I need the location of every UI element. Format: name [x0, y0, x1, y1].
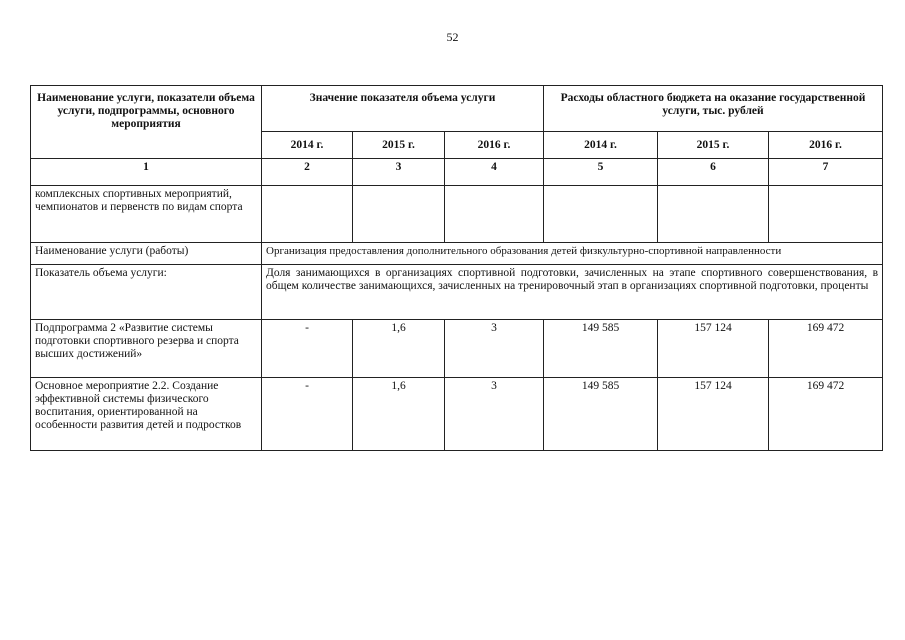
- value-cell: 149 585: [544, 378, 658, 451]
- table-row-subprogram: [31, 320, 883, 378]
- row-label: Основное мероприятие 2.2. Создание эффективной системы физического воспитания, ориентированной на особенности развития детей и подростков: [31, 378, 262, 451]
- column-number: 2: [262, 159, 353, 186]
- column-number: 3: [353, 159, 445, 186]
- column-number: 7: [769, 159, 883, 186]
- value-cell: 169 472: [769, 320, 883, 378]
- year-header: 2014 г.: [262, 132, 353, 159]
- empty-cell: [658, 186, 769, 243]
- row-label: Подпрограмма 2 «Развитие системы подготовки спортивного резерва и спорта высших достижений»: [31, 320, 262, 378]
- value-cell: 157 124: [658, 378, 769, 451]
- table-row-indicator: [31, 265, 883, 320]
- value-cell: -: [262, 378, 353, 451]
- table-row-complex-events: [31, 186, 883, 243]
- value-cell: 3: [445, 320, 544, 378]
- value-cell: -: [262, 320, 353, 378]
- empty-cell: [445, 186, 544, 243]
- budget-table: [30, 85, 883, 451]
- year-header: 2014 г.: [544, 132, 658, 159]
- row-label: Наименование услуги (работы): [31, 243, 262, 265]
- year-header: 2016 г.: [445, 132, 544, 159]
- header-row-groups: [31, 86, 883, 132]
- header-volume-group: Значение показателя объема услуги: [262, 86, 544, 132]
- table-row-service-name: [31, 243, 883, 265]
- empty-cell: [544, 186, 658, 243]
- value-cell: 1,6: [353, 378, 445, 451]
- value-cell: 149 585: [544, 320, 658, 378]
- empty-cell: [769, 186, 883, 243]
- page-number: 52: [446, 30, 459, 44]
- header-expenses-group: Расходы областного бюджета на оказание государственной услуги, тыс. рублей: [544, 86, 883, 132]
- row-label: Показатель объема услуги:: [31, 265, 262, 320]
- column-number: 1: [31, 159, 262, 186]
- service-name-value: Организация предоставления дополнительного образования детей физкультурно-спортивной направленности: [262, 243, 883, 265]
- year-header: 2015 г.: [353, 132, 445, 159]
- value-cell: 1,6: [353, 320, 445, 378]
- empty-cell: [262, 186, 353, 243]
- column-number: 5: [544, 159, 658, 186]
- empty-cell: [353, 186, 445, 243]
- header-col1: Наименование услуги, показатели объема услуги, подпрограммы, основного мероприятия: [31, 86, 262, 159]
- indicator-value: Доля занимающихся в организациях спортивной подготовки, зачисленных на этапе спортивного совершенствования, в общем количестве занимающихся, зачисленных на тренировочный этап в организациях спортивной подготовки, проценты: [262, 265, 883, 320]
- value-cell: 3: [445, 378, 544, 451]
- year-header: 2016 г.: [769, 132, 883, 159]
- column-number-row: [31, 159, 883, 186]
- value-cell: 169 472: [769, 378, 883, 451]
- row-label: комплексных спортивных мероприятий, чемпионатов и первенств по видам спорта: [31, 186, 262, 243]
- column-number: 6: [658, 159, 769, 186]
- table-row-main-event: [31, 378, 883, 451]
- column-number: 4: [445, 159, 544, 186]
- year-header: 2015 г.: [658, 132, 769, 159]
- value-cell: 157 124: [658, 320, 769, 378]
